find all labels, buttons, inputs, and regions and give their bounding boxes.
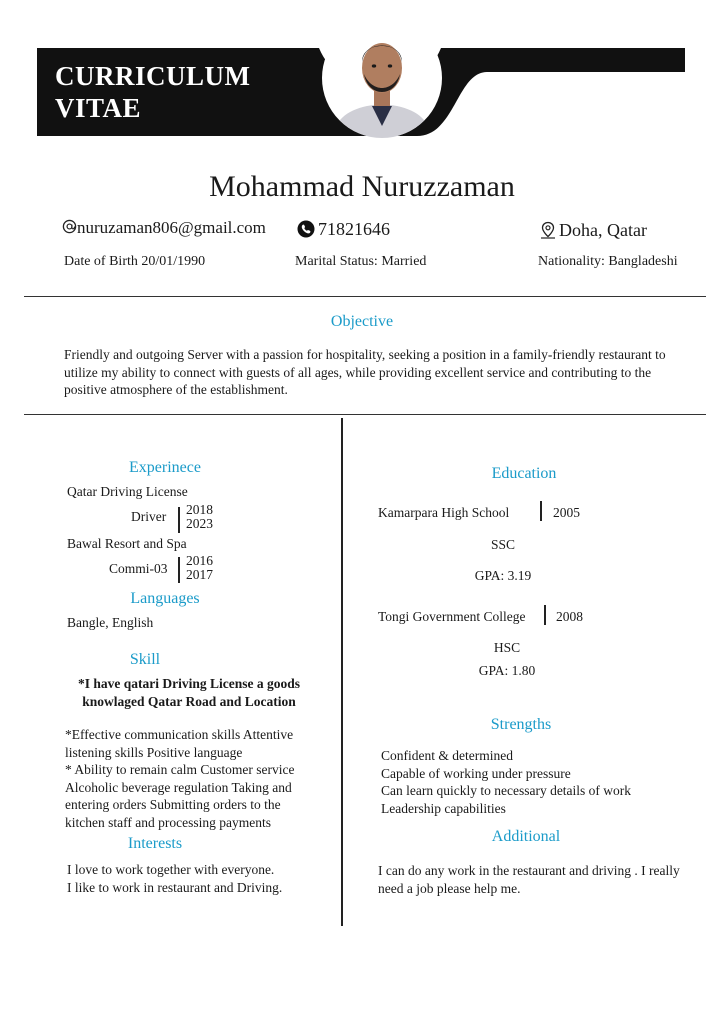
experience-start-1: 2018 [186,502,213,517]
experience-org-2: Bawal Resort and Spa [67,536,187,551]
location-text: Doha, Qatar [559,220,647,240]
interests-title: Interests [127,835,183,852]
email-text: nuruzaman806@gmail.com [77,218,266,237]
experience-role-1: Driver [131,509,167,524]
phone-icon [297,220,315,243]
strength-line: Confident & determined [381,748,513,763]
strengths-list [381,747,701,817]
location-contact [540,220,647,244]
languages-text: Bangle, English [67,615,154,630]
experience-years-1 [186,503,213,531]
education-school-2: Tongi Government College [378,609,526,624]
skill-highlight [64,675,314,710]
strength-line: Capable of working under pressure [381,765,571,781]
skill-line: Alcoholic beverage regulation Taking and [65,779,292,795]
cv-title [55,60,251,124]
education-gpa-2: GPA: 1.80 [478,663,536,678]
skill-highlight-line1: *I have qatari Driving License a goods [77,676,300,691]
candidate-name: Mohammad Nuruzzaman [209,170,515,203]
education-school-1: Kamarpara High School [378,505,510,520]
column-divider [341,418,343,926]
skill-title: Skill [129,651,161,668]
strengths-title: Strengths [490,716,552,733]
cv-title-line2: VITAE [55,93,142,123]
additional-line: I can do any work in the restaurant and driving . I really [378,863,680,878]
skill-list [65,726,335,831]
experience-pipe-2 [178,557,180,583]
date-of-birth: Date of Birth 20/01/1990 [64,254,206,269]
phone-contact [297,219,390,243]
objective-text: Friendly and outgoing Server with a passion for hospitality, seeking a position in a family-friendly restaurant to utilize my ability to connect with guests of all ages, while providing excellent service and contributing to the positive atmosphere of the establishment. [64,347,666,397]
additional-text [378,862,708,897]
education-degree-1: SSC [490,537,516,552]
interest-line: I love to work together with everyone. [67,862,275,877]
profile-photo [322,18,442,138]
skill-line: entering orders Submitting orders to the [65,797,281,812]
experience-years-2 [186,554,213,582]
phone-text: 71821646 [318,219,390,239]
cv-title-line1: CURRICULUM [55,61,251,91]
skill-line: listening skills Positive language [65,744,243,760]
experience-role-2: Commi-03 [109,561,168,576]
email-contact [62,218,266,239]
experience-start-2: 2016 [186,553,213,568]
languages-title: Languages [130,590,200,607]
experience-title: Experinece [129,459,201,476]
nationality: Nationality: Bangladeshi [538,254,678,269]
education-gpa-1: GPA: 3.19 [474,568,532,583]
objective-title: Objective [330,313,394,330]
divider-middle [24,414,706,415]
strength-line: Leadership capabilities [381,800,506,816]
experience-pipe-1 [178,507,180,533]
strength-line: Can learn quickly to necessary details of work [381,783,632,798]
at-icon [62,219,77,239]
interests-list [67,861,337,896]
education-pipe-2 [544,605,546,625]
additional-title: Additional [491,828,561,845]
education-pipe-1 [540,501,542,521]
education-title: Education [491,465,557,482]
skill-line: *Effective communication skills Attentive [65,727,294,742]
skill-line: * Ability to remain calm Customer service [65,762,295,777]
interest-line: I like to work in restaurant and Driving. [67,879,283,895]
experience-end-1: 2023 [186,516,213,531]
additional-line: need a job please help me. [378,880,521,896]
skill-line: kitchen staff and processing payments [65,814,271,830]
skill-highlight-line2: knowlaged Qatar Road and Location [82,693,296,709]
education-degree-2: HSC [493,640,521,655]
experience-end-2: 2017 [186,567,213,582]
experience-org-1: Qatar Driving License [67,484,188,499]
divider-top [24,296,706,297]
education-year-1: 2005 [553,505,580,520]
marital-status: Marital Status: Married [295,254,427,269]
location-pin-icon [540,221,556,244]
education-year-2: 2008 [556,609,583,624]
